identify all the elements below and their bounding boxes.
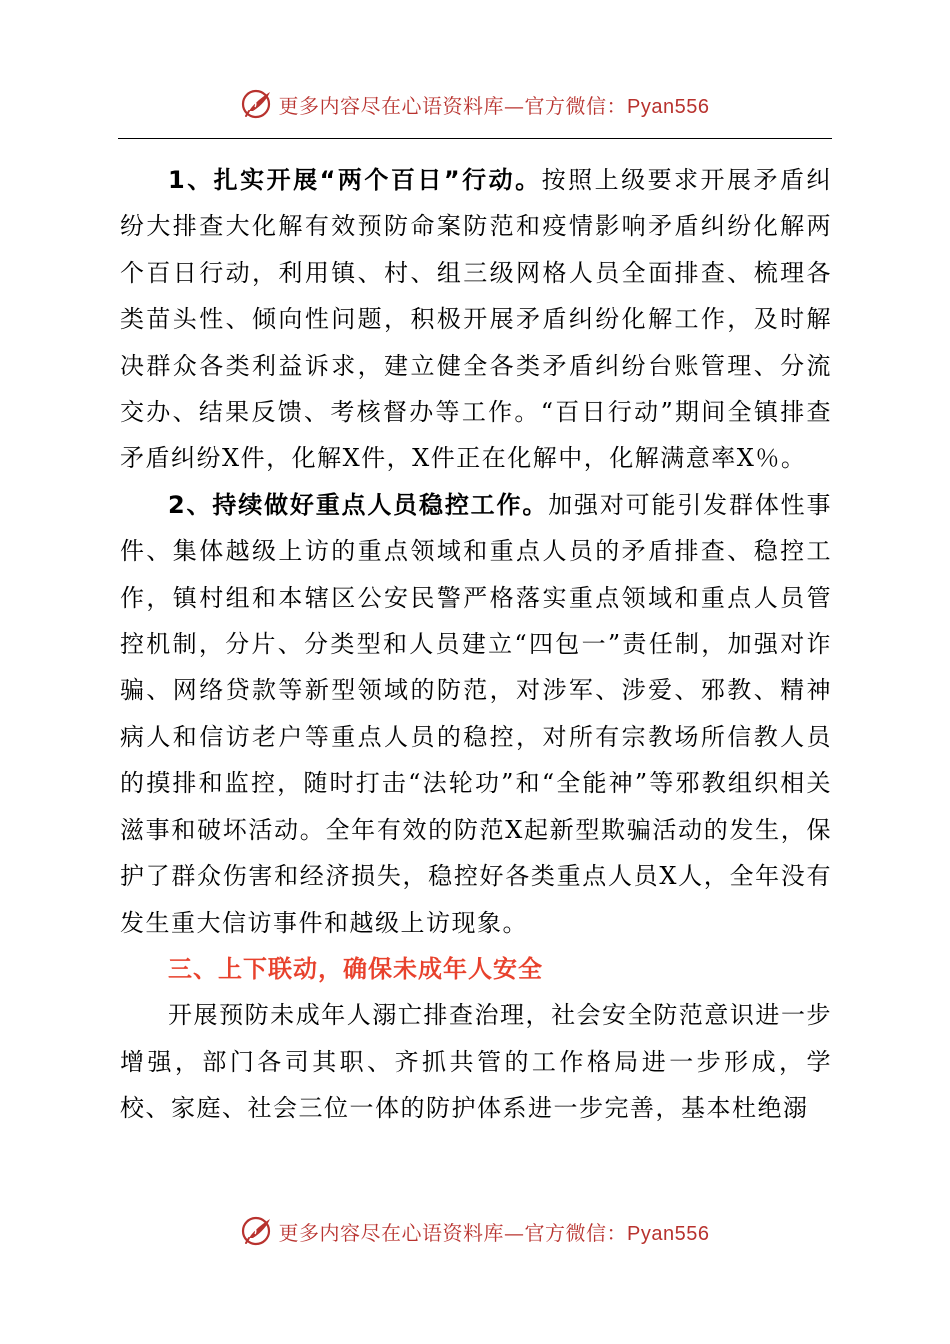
section-3-paragraph: 开展预防未成年人溺亡排查治理，社会安全防范意识进一步增强，部门各司其职、齐抓共管的工作格局进一步形成，学校、家庭、社会三位一体的防护体系进一步完善，基本杜绝溺	[120, 1001, 832, 1123]
paragraph-2	[120, 482, 832, 946]
document-body	[120, 157, 832, 1132]
paragraph-2-lead: 2、持续做好重点人员稳控工作。	[168, 490, 549, 519]
paragraph-1-body: 按照上级要求开展矛盾纠纷大排查大化解有效预防命案防范和疫情影响矛盾纠纷化解两个百日行动，利用镇、村、组三级网格人员全面排查、梳理各类苗头性、倾向性问题，积极开展矛盾纠纷化解工作，及时解决群众各类利益诉求，建立健全各类矛盾纠纷台账管理、分流交办、结果反馈、考核督办等工作。“百日行动”期间全镇排查矛盾纠纷X件，化解X件，X件正在化解中，化解满意率X％。	[120, 166, 833, 473]
watermark-wechat-id: Pyan556	[627, 1222, 710, 1245]
header-watermark	[0, 84, 950, 124]
paragraph-1-lead: 1、扎实开展“两个百日”行动。	[168, 166, 542, 194]
watermark-wechat-id: Pyan556	[627, 95, 710, 118]
footer-watermark	[0, 1211, 950, 1251]
quill-logo-icon	[241, 1214, 275, 1248]
section-3-heading: 三、上下联动，确保未成年人安全	[168, 954, 543, 983]
quill-logo-icon	[241, 87, 275, 121]
paragraph-1	[120, 157, 832, 482]
watermark-text: 更多内容尽在心语资料库—官方微信：Pyan556	[278, 1220, 710, 1245]
watermark-text: 更多内容尽在心语资料库—官方微信：Pyan556	[278, 93, 710, 118]
paragraph-2-body: 加强对可能引发群体性事件、集体越级上访的重点领域和重点人员的矛盾排查、稳控工作，镇村组和本辖区公安民警严格落实重点领域和重点人员管控机制，分片、分类型和人员建立“四包一”责任制，加强对诈骗、网络贷款等新型领域的防范，对涉军、涉爱、邪教、精神病人和信访老户等重点人员的稳控，对所有宗教场所信教人员的摸排和监控，随时打击“法轮功”和“全能神”等邪教组织相关滋事和破坏活动。全年有效的防范X起新型欺骗活动的发生，保护了群众伤害和经济损失，稳控好各类重点人员X人，全年没有发生重大信访事件和越级上访现象。	[120, 490, 833, 937]
header-divider	[118, 138, 832, 139]
